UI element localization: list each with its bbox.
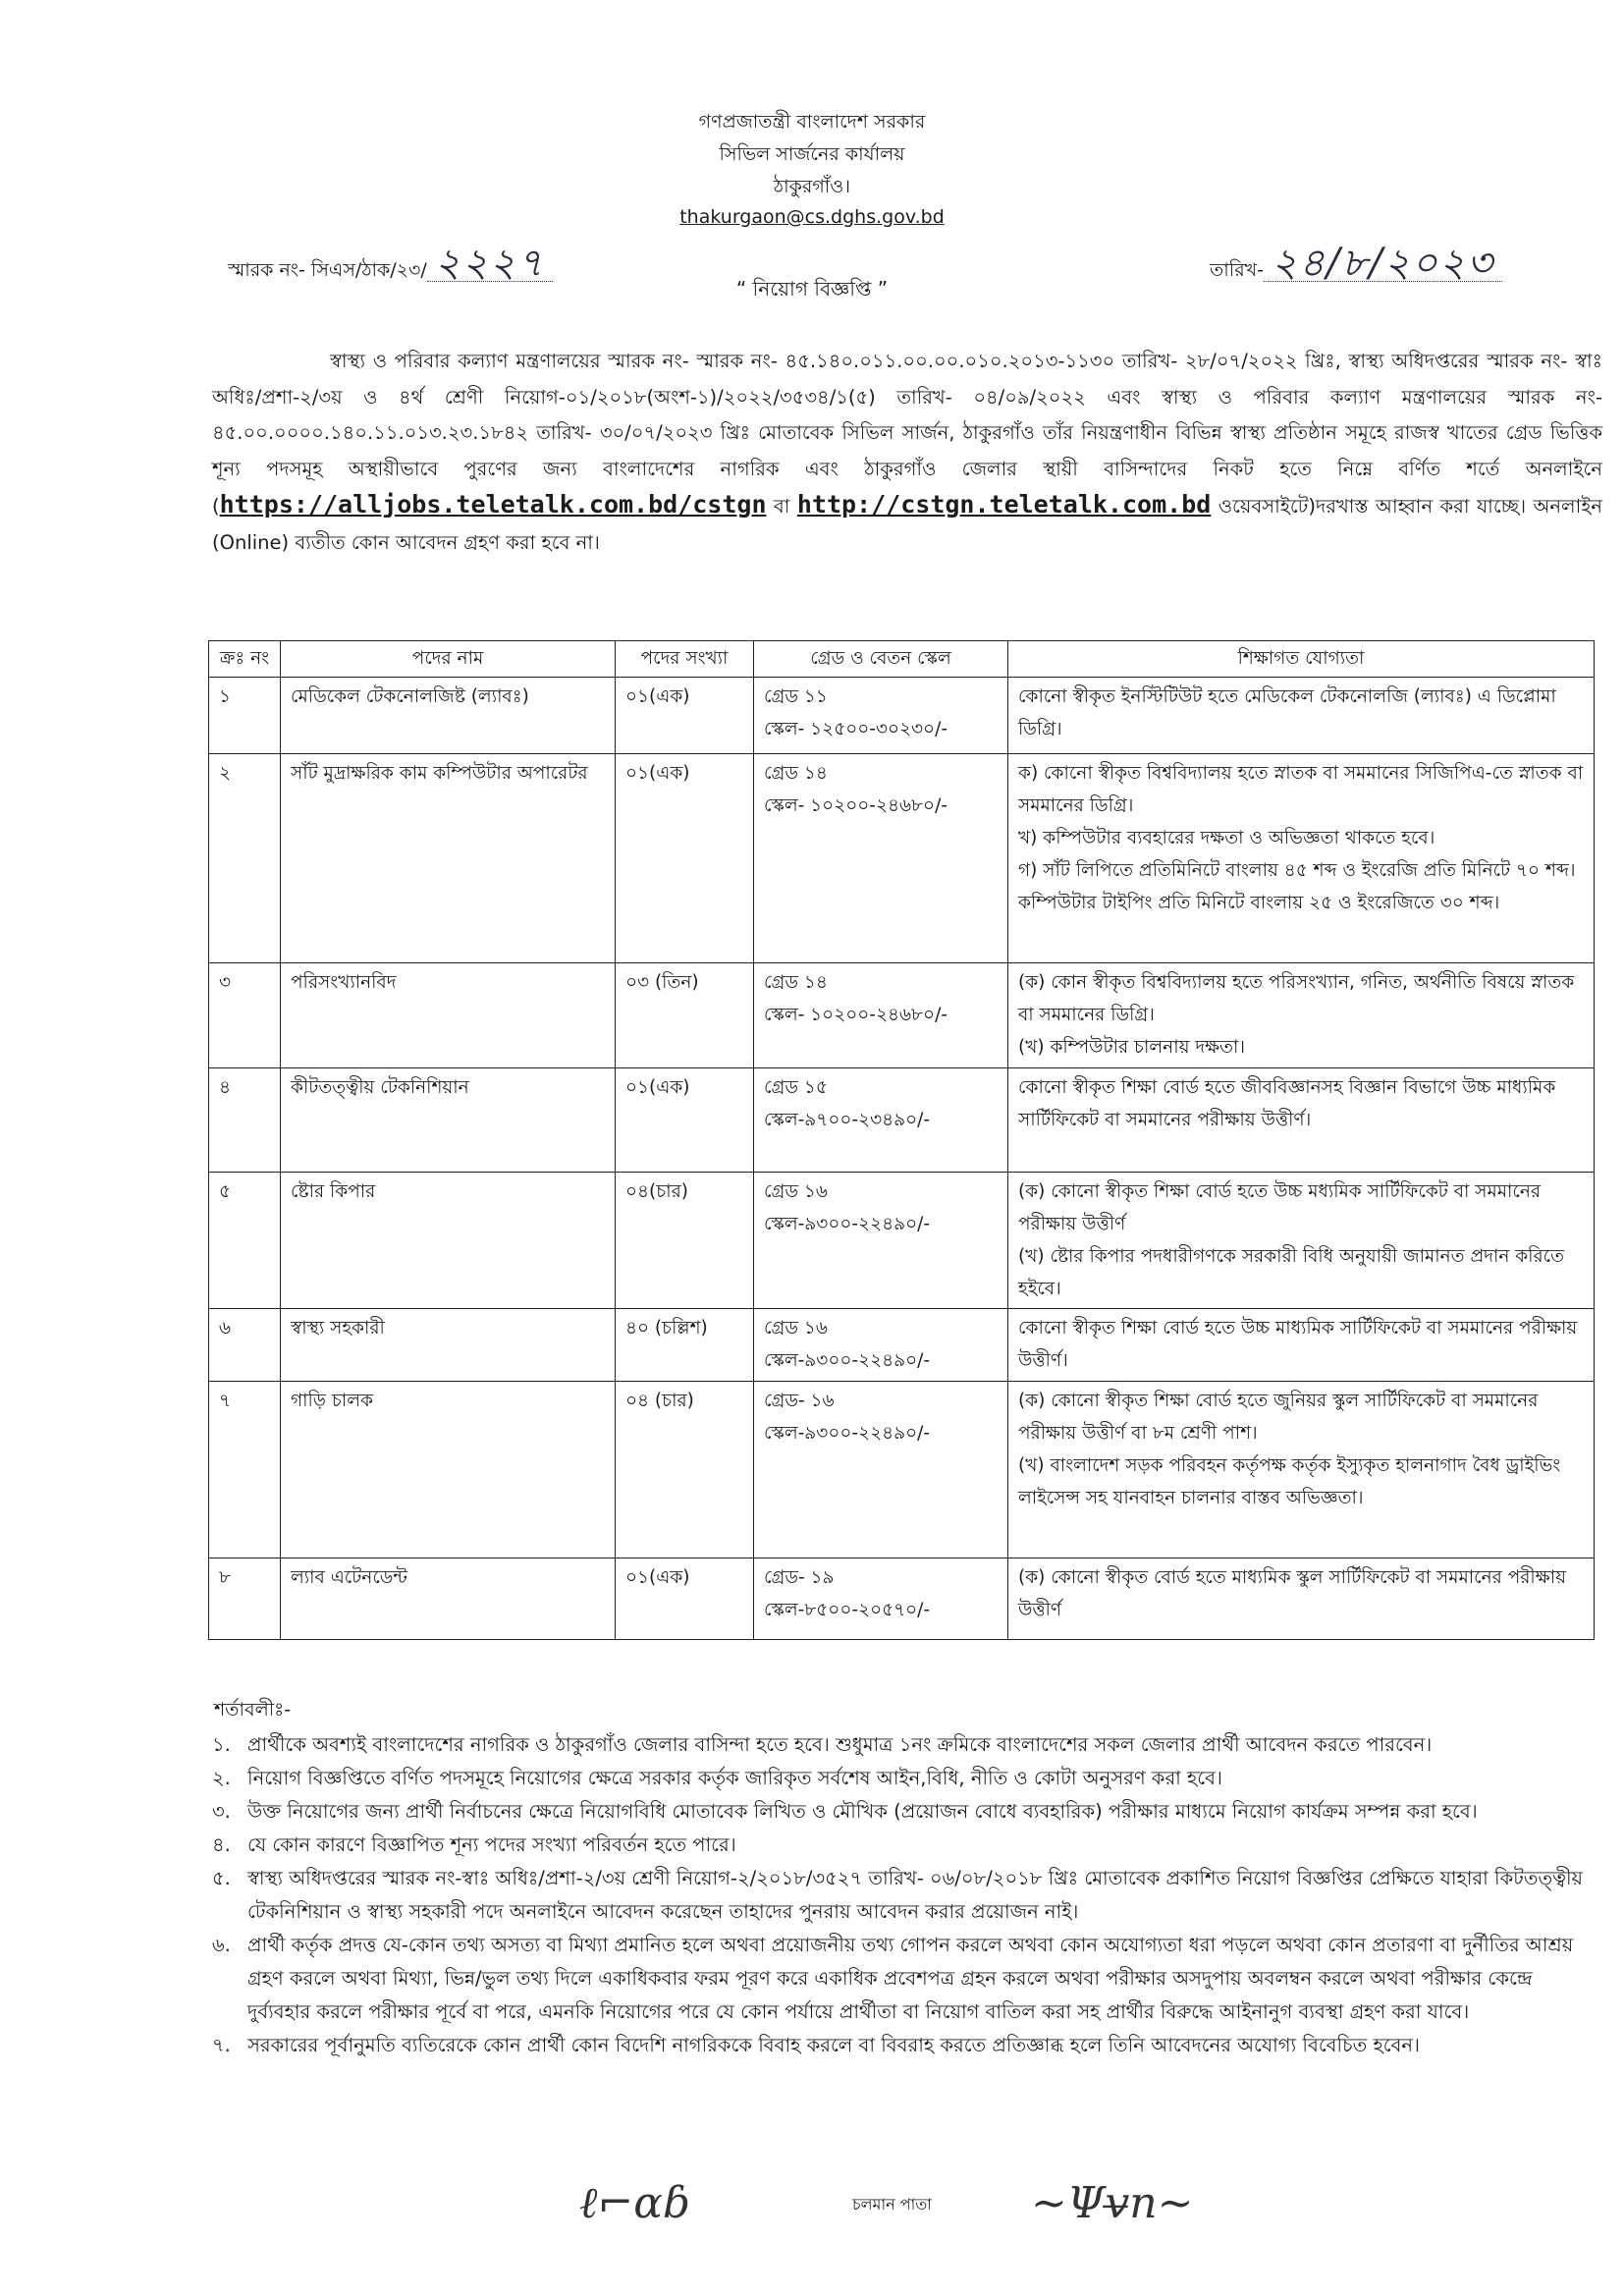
term-text: প্রার্থী কর্তৃক প্রদত্ত যে-কোন তথ্য অসত্য বা মিথ্যা প্রমানিত হলে অথবা প্রয়োজনীয় তথ্য গোপন করলে অথবা কোন অযোগ্যতা ধরা পড়লে অথবা কোন প্রতারণা বা দুর্নীতির আশ্রয় গ্রহণ করলে অথবা মিথ্যা, ভিন্ন/ভুল তথ্য দিলে একাধিকবার ফরম পূরণ করে একাধিক প্রবেশপত্র গ্রহন করলে অথবা পরীক্ষার অসদুপায় অবলম্বন করলে অথবা পরীক্ষার কেন্দ্রে দুর্ব্যবহার করলে পরীক্ষার পূর্বে বা পরে, এমনকি নিয়োগের পরে যে কোন পর্যায়ে প্রার্থীতা বা নিয়োগ বাতিল করা সহ প্রার্থীর বিরুদ্ধে আইনানুগ ব্যবস্থা গ্রহণ করা যাবে। [247, 1934, 1574, 2023]
table-row [209, 963, 1595, 1068]
row-pay-scale: স্কেল-৯৩০০-২২৪৯০/- [764, 1423, 931, 1444]
header-post-count: পদের সংখ্যা [616, 641, 754, 678]
table-row [209, 1558, 1595, 1640]
term-text: যে কোন কারণে বিজ্ঞাপিত শূন্য পদের সংখ্যা পরিবর্তন হতে পারে। [247, 1833, 736, 1856]
row-serial: ৪ [209, 1068, 281, 1173]
row-pay-scale: স্কেল- ১০২০০-২৪৬৮০/- [764, 795, 947, 816]
qualification-item: (ক) কোনো স্বীকৃত বোর্ড হতে মাধ্যমিক স্কুল সার্টিফিকেট বা সমমানের পরীক্ষায় উত্তীর্ণ [1018, 1567, 1566, 1620]
continued-page-note: চলমান পাতা [852, 2195, 932, 2214]
memo-label: স্মারক নং- সিএস/ঠাক/২৩/ [228, 259, 427, 281]
term-number: ২. [212, 1767, 231, 1789]
term-text: সরকারের পূর্বানুমতি ব্যতিরেকে কোন প্রার্থী কোন বিদেশি নাগরিককে বিবাহ করলে বা বিবরাহ করতে প্রতিজ্ঞাব্ধ হলে তিনি আবেদনের অযোগ্য বিবেচিত হবেন। [247, 2034, 1421, 2056]
term-item [212, 1795, 1597, 1829]
date-label: তারিখ- [1210, 259, 1264, 281]
table-row [209, 1173, 1595, 1309]
table-row [209, 678, 1595, 754]
header-post-name: পদের নাম [281, 641, 616, 678]
intro-text-a: স্বাস্থ্য ও পরিবার কল্যাণ মন্ত্রণালয়ের স্মারক নং- স্মারক নং- ৪৫.১৪০.০১১.০০.০০.০১০.২০১৩-১১৩০ তারিখ- ২৮/০৭/২০২২ খ্রিঃ, স্বাস্থ্য অধিদপ্তরের স্মারক নং- স্বাঃ অধিঃ/প্রশা-২/৩য় ও ৪র্থ শ্রেণী নিয়োগ-০১/২০১৮(অংশ-১)/২০২২/৩৫৩৪/১(৫) তারিখ- ০৪/০৯/২০২২ এবং স্বাস্থ্য ও পরিবার কল্যাণ মন্ত্রণালয়ের স্মারক নং- ৪৫.০০.০০০০.১৪০.১১.০১৩.২৩.১৮৪২ তারিখ- ৩০/০৭/২০২৩ খ্রিঃ মোতাবেক সিভিল সার্জন, ঠাকুরগাঁও তাঁর নিয়ন্ত্রণাধীন বিভিন্ন স্বাস্থ্য প্রতিষ্ঠান সমূহে রাজস্ব খাতের গ্রেড ভিত্তিক শূন্য পদসমূহ অস্থায়ীভাবে পুরণের জন্য বাংলাদেশের নাগরিক এবং ঠাকুরগাঁও জেলার স্থায়ী বাসিন্দাদের নিকট হতে নিম্নে বর্ণিত শর্তে অনলাইনে ( [212, 350, 1602, 518]
qualification-item: (ক) কোনো স্বীকৃত শিক্ষা বোর্ড হতে উচ্চ মধ্যমিক সার্টিফিকেট বা সমমানের পরীক্ষায় উত্তীর্ণ [1018, 1181, 1542, 1234]
row-post-count: ০১(এক) [616, 1558, 754, 1640]
row-serial: ৬ [209, 1309, 281, 1382]
term-item [212, 1762, 1597, 1795]
intro-text-c: ওয়েবসাইটে)দরখাস্ত আহ্বান করা যাচ্ছে। অনলাইন (Online) ব্যতীত কোন আবেদন গ্রহণ করা হবে না। [212, 495, 1603, 554]
qualification-item: (খ) কম্পিউটার চালনায় দক্ষতা। [1018, 1037, 1245, 1058]
row-pay-scale: স্কেল-৯৭০০-২৩৪৯০/- [764, 1110, 931, 1130]
row-serial: ২ [209, 754, 281, 963]
row-post-count: ৪০ (চল্লিশ) [616, 1309, 754, 1382]
row-post-name: মেডিকেল টেকনোলজিষ্ট (ল্যাবঃ) [281, 678, 616, 754]
row-grade-scale [754, 754, 1008, 963]
row-grade-scale [754, 1558, 1008, 1640]
vacancy-table [208, 640, 1595, 1640]
row-grade-scale [754, 1068, 1008, 1173]
intro-text-b: বা [766, 495, 797, 518]
qualification-item: (খ) ষ্টোর কিপার পদধারীগণকে সরকারী বিধি অনুযায়ী জামানত প্রদান করিতে হইবে। [1018, 1246, 1564, 1299]
qualification-item: (খ) বাংলাদেশ সড়ক পরিবহন কর্তৃপক্ষ কর্তৃক ইস্যুকৃত হালনাগাদ বৈধ ড্রাইভিং লাইসেন্স সহ যানবাহন চালনার বাস্তব অভিজ্ঞতা। [1018, 1455, 1561, 1508]
header-serial: ক্রঃ নং [209, 641, 281, 678]
row-serial: ৮ [209, 1558, 281, 1640]
memo-handwritten-number: ২২২৭ [434, 241, 545, 286]
row-post-name: গাড়ি চালক [281, 1382, 616, 1558]
intro-paragraph [212, 344, 1602, 561]
row-post-count: ০১(এক) [616, 678, 754, 754]
row-grade-scale [754, 963, 1008, 1068]
row-grade-scale [754, 1173, 1008, 1309]
row-qualification [1008, 1173, 1595, 1309]
row-qualification [1008, 678, 1595, 754]
office-location: ঠাকুরগাঁও। [773, 176, 851, 197]
term-number: ৬. [212, 1934, 231, 1956]
row-post-count: ০১(এক) [616, 1068, 754, 1173]
row-post-name: সাঁট মুদ্রাক্ষরিক কাম কম্পিউটার অপারেটর [281, 754, 616, 963]
terms-list [212, 1728, 1597, 2062]
row-grade: গ্রেড- ১৬ [764, 1391, 835, 1411]
signature-left: ℓ⌐ɑɓ [579, 2178, 691, 2228]
date-handwritten: ২৪/৮/২০২৩ [1272, 241, 1494, 286]
row-serial: ৩ [209, 963, 281, 1068]
term-item [212, 1929, 1597, 2029]
term-number: ৪. [212, 1833, 231, 1856]
notice-title: “ নিয়োগ বিজ্ঞপ্তি ” [735, 277, 889, 301]
row-post-count: ০৪ (চার) [616, 1382, 754, 1558]
row-pay-scale: স্কেল-৯৩০০-২২৪৯০/- [764, 1350, 931, 1371]
term-number: ১. [212, 1733, 231, 1756]
row-grade: গ্রেড ১৪ [764, 972, 828, 993]
row-serial: ৭ [209, 1382, 281, 1558]
row-grade: গ্রেড ১৪ [764, 763, 828, 784]
row-pay-scale: স্কেল-৮৫০০-২০৫৭০/- [764, 1600, 931, 1620]
row-qualification [1008, 1558, 1595, 1640]
table-row [209, 1309, 1595, 1382]
table-row [209, 754, 1595, 963]
qualification-item: গ) সাঁট লিপিতে প্রতিমিনিটে বাংলায় ৪৫ শব্দ ও ইংরেজি প্রতি মিনিটে ৭০ শব্দ। কম্পিউটার টাইপিং প্রতি মিনিটে বাংলায় ২৫ ও ইংরেজিতে ৩০ শব্দ। [1018, 860, 1576, 913]
cstgn-link[interactable]: http://cstgn.teletalk.com.bd [796, 490, 1212, 519]
term-text: উক্ত নিয়োগের জন্য প্রার্থী নির্বাচনের ক্ষেত্রে নিয়োগবিধি মোতাবেক লিখিত ও মৌখিক (প্রয়োজন বোধে ব্যবহারিক) পরীক্ষার মাধ্যমে নিয়োগ কার্যক্রম সম্পন্ন করা হবে। [247, 1800, 1478, 1823]
row-qualification [1008, 1382, 1595, 1558]
row-grade: গ্রেড- ১৯ [764, 1567, 835, 1588]
row-post-count: ০৪(চার) [616, 1173, 754, 1309]
term-item [212, 1829, 1597, 1862]
row-post-count: ০৩ (তিন) [616, 963, 754, 1068]
term-item [212, 1728, 1597, 1762]
row-grade: গ্রেড ১৫ [764, 1077, 828, 1098]
row-grade-scale [754, 1309, 1008, 1382]
term-number: ৫. [212, 1867, 231, 1889]
terms-heading: শর্তাবলীঃ- [214, 1699, 292, 1721]
row-post-name: পরিসংখ্যানবিদ [281, 963, 616, 1068]
term-text: প্রার্থীকে অবশ্যই বাংলাদেশের নাগরিক ও ঠাকুরগাঁও জেলার বাসিন্দা হতে হবে। শুধুমাত্র ১নং ক্রমিকে বাংলাদেশের সকল জেলার প্রার্থী আবেদন করতে পারবেন। [247, 1733, 1433, 1756]
term-text: স্বাস্থ্য অধিদপ্তরের স্মারক নং-স্বাঃ অধিঃ/প্রশা-২/৩য় শ্রেণী নিয়োগ-২/২০১৮/৩৫২৭ তারিখ- ০৬/০৮/২০১৮ খ্রিঃ মোতাবেক প্রকাশিত নিয়োগ বিজ্ঞপ্তির প্রেক্ষিতে যাহারা কিটতত্ত্বীয় টেকনিশিয়ান ও স্বাস্থ্য সহকারী পদে অনলাইনে আবেদন করেছেন তাহাদের পুনরায় আবেদন করার প্রয়োজন নাই। [247, 1867, 1584, 1923]
row-post-name: ল্যাব এটেনডেন্ট [281, 1558, 616, 1640]
row-pay-scale: স্কেল-৯৩০০-২২৪৯০/- [764, 1214, 931, 1234]
term-number: ৩. [212, 1800, 231, 1823]
row-post-count: ০১(এক) [616, 754, 754, 963]
row-qualification [1008, 1068, 1595, 1173]
qualification-item: কোনো স্বীকৃত শিক্ষা বোর্ড হতে জীববিজ্ঞানসহ বিজ্ঞান বিভাগে উচ্চ মাধ্যমিক সার্টিফিকেট বা সমমানের পরীক্ষায় উত্তীর্ণ। [1018, 1077, 1556, 1130]
qualification-item: খ) কম্পিউটার ব্যবহারের দক্ষতা ও অভিজ্ঞতা থাকতে হবে। [1018, 828, 1435, 848]
row-grade-scale [754, 1382, 1008, 1558]
table-row [209, 1382, 1595, 1558]
qualification-item: (ক) কোন স্বীকৃত বিশ্ববিদ্যালয় হতে পরিসংখ্যান, গনিত, অর্থনীতি বিষয়ে স্নাতক বা সমমানের ডিগ্রি। [1018, 972, 1575, 1025]
row-grade: গ্রেড ১১ [764, 686, 828, 707]
signature-right: ~Ψv̶n~ [1031, 2178, 1194, 2228]
table-header-row [209, 641, 1595, 678]
qualification-item: কোনো স্বীকৃত ইনস্টিটিউট হতে মেডিকেল টেকনোলজি (ল্যাবঃ) এ ডিপ্লোমা ডিগ্রি। [1018, 686, 1556, 739]
row-post-name: স্বাস্থ্য সহকারী [281, 1309, 616, 1382]
table-row [209, 1068, 1595, 1173]
row-grade-scale [754, 678, 1008, 754]
qualification-item: (ক) কোনো স্বীকৃত শিক্ষা বোর্ড হতে জুনিয়র স্কুল সার্টিফিকেট বা সমমানের পরীক্ষায় উত্তীর্ণ বা ৮ম শ্রেণী পাশ। [1018, 1391, 1539, 1444]
term-text: নিয়োগ বিজ্ঞপ্তিতে বর্ণিত পদসমূহে নিয়োগের ক্ষেত্রে সরকার কর্তৃক জারিকৃত সর্বশেষ আইন,বিধি, নীতি ও কোটা অনুসরণ করা হবে। [247, 1767, 1222, 1789]
govt-name: গণপ্রজাতন্ত্রী বাংলাদেশ সরকার [698, 111, 926, 133]
term-number: ৭. [212, 2034, 231, 2056]
qualification-item: কোনো স্বীকৃত শিক্ষা বোর্ড হতে উচ্চ মাধ্যমিক সার্টিফিকেট বা সমমানের পরীক্ষায় উত্তীর্ণ। [1018, 1318, 1578, 1371]
row-grade: গ্রেড ১৬ [764, 1181, 828, 1202]
qualification-item: ক) কোনো স্বীকৃত বিশ্ববিদ্যালয় হতে স্নাতক বা সমমানের সিজিপিএ-তে স্নাতক বা সমমানের ডিগ্রি। [1018, 763, 1584, 816]
row-serial: ৫ [209, 1173, 281, 1309]
office-name: সিভিল সার্জনের কার্যালয় [719, 143, 905, 165]
row-post-name: ষ্টোর কিপার [281, 1173, 616, 1309]
row-qualification [1008, 754, 1595, 963]
row-qualification [1008, 1309, 1595, 1382]
row-qualification [1008, 963, 1595, 1068]
row-pay-scale: স্কেল- ১০২০০-২৪৬৮০/- [764, 1005, 947, 1025]
header-qualification: শিক্ষাগত যোগ্যতা [1008, 641, 1595, 678]
term-item [212, 1862, 1597, 1929]
row-grade: গ্রেড ১৬ [764, 1318, 828, 1339]
row-pay-scale: স্কেল- ১২৫০০-৩০২৩০/- [764, 719, 947, 739]
header-grade-scale: গ্রেড ও বেতন স্কেল [754, 641, 1008, 678]
alljobs-link[interactable]: https://alljobs.teletalk.com.bd/cstgn [219, 490, 767, 519]
row-post-name: কীটতত্ত্বীয় টেকনিশিয়ান [281, 1068, 616, 1173]
term-item [212, 2029, 1597, 2062]
row-serial: ১ [209, 678, 281, 754]
office-email[interactable]: thakurgaon@cs.dghs.gov.bd [679, 206, 945, 228]
